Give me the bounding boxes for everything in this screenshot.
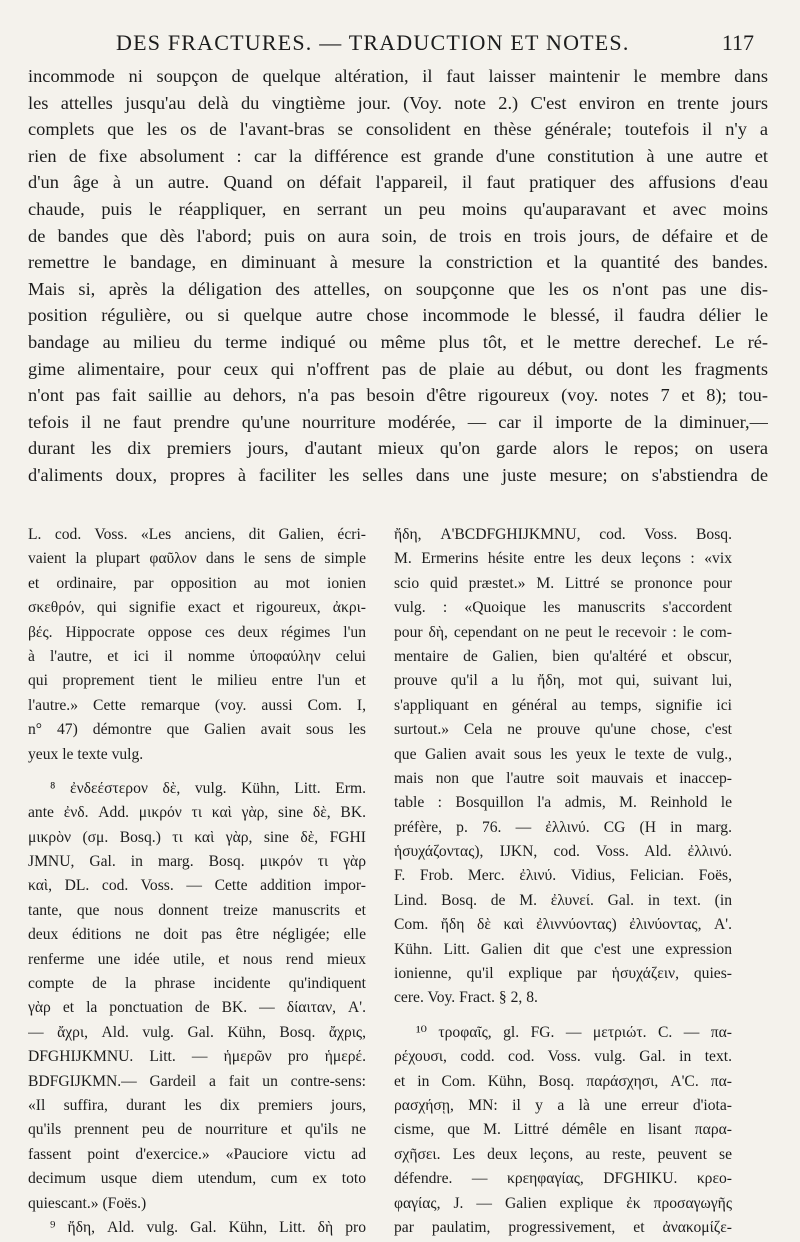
- footnote-line: défendre. — κρεηφαγίας, DFGHIKU. κρεο-: [394, 1170, 732, 1188]
- footnote-line: à l'autre, et ici il nomme ὑποφαύλην celui: [28, 647, 366, 665]
- footnote-line: ¹⁰ τροφαῖς, gl. FG. — μετριώτ. C. — πα-: [416, 1023, 732, 1041]
- footnote-line: γὰρ et la ponctuation de BK. — δίαιταν, A'.: [28, 999, 366, 1017]
- body-line: Mais si, après la déligation des attelles, on soupçonne que les os n'ont pas une dis-: [28, 278, 768, 299]
- body-line: chaude, puis le réappliquer, en serrant un peu moins qu'auparavant et avec moins: [28, 198, 768, 219]
- footnote-line: mentaire de Galien, bien qu'altéré et obscur,: [394, 647, 732, 665]
- page-number: 117: [721, 30, 754, 55]
- footnote-line: F. Frob. Merc. ἐλινύ. Vidius, Felician. Foës,: [394, 867, 732, 885]
- footnote-line: tante, que nous donnent treize manuscrits et: [28, 901, 366, 919]
- page-header: [28, 30, 760, 60]
- footnote-line: Com. ἤδη δὲ καὶ ἐλιννύοντας) ἐλινύοντας, A'.: [394, 916, 732, 934]
- footnote-line: table : Bosquillon l'a admis, M. Reinhold le: [394, 794, 732, 812]
- footnote-line: que Galien avait sous les yeux le texte de vulg.,: [394, 745, 732, 763]
- footnote-line: Kühn. Litt. Galien dit que c'est une expression: [394, 940, 732, 958]
- footnote-line: BDFGIJKMN.— Gardeil a fait un contre-sens:: [28, 1072, 366, 1090]
- footnote-line: prouve qu'il a lu ἤδη, mot qui, suivant lui,: [394, 672, 732, 690]
- body-line: complets que les os de l'avant-bras se consolident en thèse générale; toutefois il n'y a: [28, 119, 768, 140]
- footnote-line: ⁹ ἤδη, Ald. vulg. Gal. Kühn, Litt. δὴ pro: [50, 1218, 366, 1236]
- footnote-line: par paulatim, progressivement, et ἀνακομίζε-: [394, 1218, 732, 1236]
- footnote-line: ionienne, qu'il explique par ἡσυχάζειν, quies-: [394, 965, 732, 983]
- body-line: tefois il ne faut prendre qu'une nourriture modérée, — car il importe de la diminuer,—: [28, 411, 768, 432]
- footnote-line: scio quid præstet.» M. Littré se prononce pour: [394, 574, 732, 592]
- footnote-line: pour δὴ, cependant on ne peut le recevoir : le com-: [394, 623, 732, 641]
- body-line: durant les dix premiers jours, d'autant mieux qu'on garde alors le repos; on usera: [28, 438, 768, 459]
- body-line: incommode ni soupçon de quelque altération, il faut laisser maintenir le membre dans: [28, 66, 768, 86]
- body-line: bandage au milieu du terme indiqué ou même plus tôt, et le mettre derechef. Le ré-: [28, 331, 768, 352]
- footnote-line: DFGHIJKMNU. Litt. — ἡμερῶν pro ἡμερέ.: [28, 1048, 366, 1066]
- footnote-line: l'autre.» Cette remarque (voy. aussi Com. I,: [28, 696, 366, 714]
- footnote-line: deux éditions ne doit pas être négligée; elle: [28, 926, 366, 944]
- footnote-line: ἤδη, A'BCDFGHIJKMNU, cod. Voss. Bosq.: [394, 526, 732, 543]
- body-line: de bandes que dès l'abord; puis on aura soin, de trois en trois jours, de défaire et de: [28, 225, 768, 246]
- footnote-line: JMNU, Gal. in marg. Bosq. μικρόν τι γὰρ: [28, 853, 366, 871]
- footnote-line: cisme, que M. Littré démêle en lisant παρα-: [394, 1121, 732, 1139]
- footnotes: [28, 523, 768, 1236]
- footnote-line: n° 47) démontre que Galien avait sous les: [28, 721, 366, 739]
- body-line: les attelles jusqu'au delà du vingtième jour. (Voy. note 2.) C'est environ en trente jours: [28, 92, 768, 113]
- footnote-line: cere. Voy. Fract. § 2, 8.: [394, 989, 538, 1007]
- footnote-line: qui proprement tient le milieu entre l'un et: [28, 672, 366, 690]
- footnote-line: ρασχήσῃ, MN: il y a là une erreur d'iota-: [394, 1096, 732, 1114]
- footnote-line: yeux le texte vulg.: [28, 745, 144, 763]
- footnote-line: surtout.» Cela ne prouve qu'une chose, c'est: [394, 721, 732, 739]
- footnote-line: et in Com. Kühn, Bosq. παράσχησι, A'C. πα-: [394, 1072, 732, 1090]
- footnote-line: quiescant.» (Foës.): [28, 1194, 147, 1212]
- paragraph-gap: [28, 767, 366, 777]
- body-line: gime alimentaire, pour ceux qui n'offrent pas de plaie au début, ou dont les fragments: [28, 358, 768, 379]
- footnote-line: qu'ils prennent peu de nourriture et qu'ils ne: [28, 1121, 366, 1139]
- footnote-line: — ἄχρι, Ald. vulg. Gal. Kühn, Bosq. ἄχρις,: [28, 1023, 366, 1041]
- running-title: DES FRACTURES. — TRADUCTION ET NOTES.: [116, 30, 630, 55]
- body-line: remettre le bandage, en diminuant à mesure la constriction et la quantité des bandes.: [28, 252, 768, 273]
- footnote-line: ρέχουσι, codd. cod. Voss. vulg. Gal. in text.: [394, 1048, 732, 1066]
- footnote-line: Lind. Bosq. de M. ἐλυνεί. Gal. in text. (in: [394, 891, 732, 909]
- footnote-line: καὶ, DL. cod. Voss. — Cette addition impor-: [28, 877, 366, 895]
- footnotes-right-column: [394, 523, 732, 1240]
- footnote-line: «Il suffira, durant les dix premiers jours,: [28, 1096, 366, 1114]
- footnote-line: σχῆσει. Les deux leçons, au reste, peuvent se: [394, 1145, 732, 1163]
- footnote-line: et ordinaire, par opposition au mot ionien: [28, 574, 366, 592]
- footnote-line: mais non que l'autre soit mauvais et inaccep-: [394, 769, 732, 787]
- footnote-line: L. cod. Voss. «Les anciens, dit Galien, écri-: [28, 526, 366, 543]
- footnote-line: ⁸ ἐνδεέστερον δὲ, vulg. Kühn, Litt. Erm.: [50, 779, 366, 797]
- footnote-line: ἡσυχάζοντας), IJKN, cod. Voss. Ald. ἐλλινύ.: [394, 843, 732, 861]
- body-line: position régulière, ou si quelque autre chose incommode le blessé, il faudra délier le: [28, 305, 768, 326]
- footnote-line: ante ἐνδ. Add. μικρόν τι καὶ γὰρ, sine δὲ, BK.: [28, 804, 366, 822]
- footnote-line: σκεθρόν, qui signifie exact et rigoureux, ἀκρι-: [28, 599, 366, 617]
- footnote-line: s'appliquant en général au temps, signifie ici: [394, 696, 732, 714]
- footnote-line: fassent point d'exercice.» «Pauciore victu ad: [28, 1145, 366, 1163]
- footnote-line: renferme une idée utile, et nous rend mieux: [28, 950, 366, 968]
- footnote-line: M. Ermerins hésite entre les deux leçons : «vix: [394, 550, 732, 568]
- footnotes-left-column: [28, 523, 366, 1240]
- body-line: d'aliments doux, propres à faciliter les selles dans une juste mesure; on s'abstiendra de: [28, 464, 768, 485]
- footnote-line: compte de la phrase incidente qu'indiquent: [28, 975, 366, 993]
- footnote-line: βές. Hippocrate oppose ces deux régimes l'un: [28, 623, 366, 641]
- footnote-line: decimum usque diem utendum, cum ex toto: [28, 1170, 366, 1188]
- footnote-line: φαγίας, J. — Galien explique ἐκ προσαγωγῆς: [394, 1194, 732, 1212]
- body-line: n'ont pas fait saillie au dehors, n'a pas besoin d'être rigoureux (voy. notes 7 et 8); tou-: [28, 385, 768, 406]
- main-text: [28, 63, 768, 489]
- footnote-line: vulg. : «Quoique les manuscrits s'accordent: [394, 599, 732, 617]
- footnote-line: préfère, p. 76. — ἐλλινύ. CG (H in marg.: [394, 818, 732, 836]
- footnote-line: μικρὸν (σμ. Bosq.) τι καὶ γὰρ, sine δὲ, FGHI: [28, 828, 366, 846]
- footnote-line: vaient la plupart φαῦλον dans le sens de simple: [28, 550, 366, 568]
- body-line: d'un âge à un autre. Quand on défait l'appareil, il faut pratiquer des affusions d'eau: [28, 172, 768, 193]
- paragraph-gap: [394, 1011, 732, 1021]
- body-line: rien de fixe absolument : car la différence est grande d'une constitution à une autre et: [28, 145, 768, 166]
